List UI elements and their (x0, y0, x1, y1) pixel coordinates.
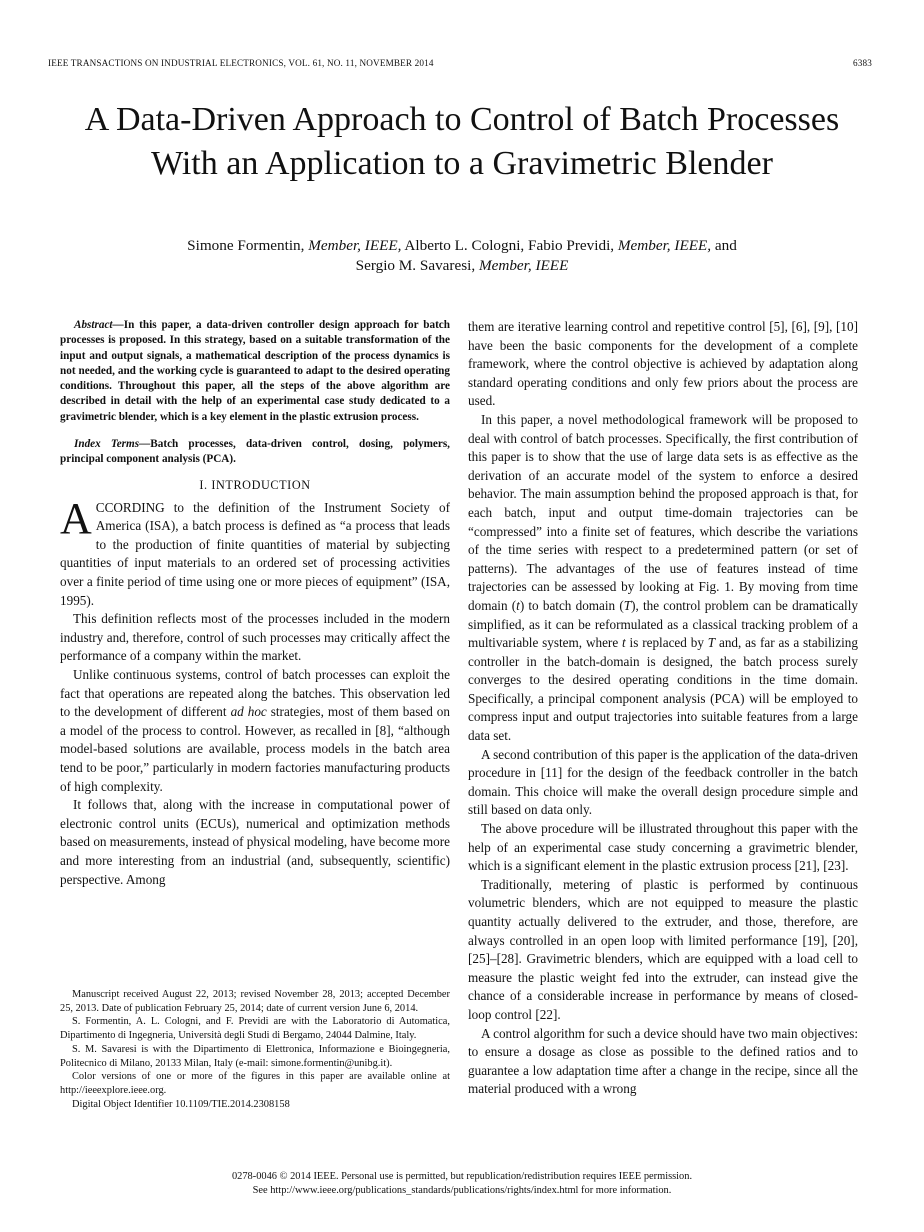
rights-link-line: See http://www.ieee.org/publications_standards/publications/rights/index.html for more information. (252, 1185, 672, 1196)
author-membership: Member, IEEE, (617, 237, 712, 254)
math-symbol: T (623, 597, 632, 613)
author-membership: Member, IEEE, (308, 237, 402, 254)
drop-cap: A (60, 493, 92, 543)
body-paragraph: It follows that, along with the increase in computational power of electronic control units (ECUs), numerical and optimization methods based on measurements, instead of physical modeling, have become more and more interesting from an industrial (and, subsequently, scientific) perspective. Among (60, 797, 451, 887)
author-membership: Member, IEEE (478, 257, 569, 274)
index-terms-label: Index Terms— (74, 438, 151, 451)
left-column (60, 318, 450, 889)
author-name: Sergio M. Savaresi, (355, 257, 476, 274)
right-column (468, 318, 858, 1099)
paragraph-text: ), the control problem can be dramatically simplified, as it can be reformulated as a classical tracking problem of a multivariable system, where (468, 597, 858, 651)
math-symbol: T (707, 635, 716, 651)
author-name: Alberto L. Cologni, Fabio Previdi, (404, 237, 615, 254)
footnote-affiliation: S. M. Savaresi is with the Dipartimento di Elettronica, Informazione e Bioingegneria, Politecnico di Milano, 20133 Milan, Italy (e-mail: simone.formentin@unibg.it). (60, 1043, 450, 1069)
paragraph-text: ) to batch domain ( (519, 597, 624, 613)
abstract-text: In this paper, a data-driven controller design approach for batch processes is proposed. In this strategy, based on a suitable transformation of the input and output signals, a mathematical description of the process dynamics is not needed, and the working cycle is guaranteed to adapt to the desired operating conditions. Throughout this paper, all the steps of the above algorithm are described in detail with the help of an experimental case study dedicated to a gravimetric blender, which is a key element in the plastic extrusion process. (60, 319, 450, 423)
section-number: I. (199, 477, 208, 492)
paragraph-text: Unlike continuous systems, control of batch processes can exploit the fact that operations are repeated along the batches. This observation led to the development of different (60, 667, 450, 720)
math-symbol: t (516, 597, 520, 613)
index-terms-text: Batch processes, data-driven control, dosing, polymers, principal component analysis (PCA). (60, 438, 450, 466)
paragraph-text: is replaced by (625, 635, 708, 651)
footnote-doi: Digital Object Identifier 10.1109/TIE.2014.2308158 (72, 1098, 290, 1110)
math-symbol: t (622, 635, 626, 651)
paragraph-text: strategies, most of them based on a model of the process to control. However, as recalled in [8], “although model-based solutions are available, process models in the batch area tend to be poor,” particularly in modern factories manufacturing products of high complexity. (60, 704, 450, 794)
index-terms (60, 437, 450, 468)
author-conjunction: and (714, 237, 737, 254)
paragraph-text: CCORDING to the definition of the Instrument Society of America (ISA), a batch process is defined as “a process that leads to the production of finite quantities of material by subjecting quantities of input materials to an ordered set of processing activities over a finite period of time using one or more pieces of equipment” (ISA, 1995). (60, 499, 450, 608)
author-name: Simone Formentin, (187, 237, 305, 254)
abstract-label: Abstract— (74, 319, 124, 331)
footnote-affiliation: S. Formentin, A. L. Cologni, and F. Previdi are with the Laboratorio di Automatica, Dipartimento di Ingegneria, Università degli Studi di Bergamo, 24044 Dalmine, Italy. (60, 1016, 450, 1042)
body-paragraph: A control algorithm for such a device should have two main objectives: to ensure a dosage as close as possible to the defined ratios and to guarantee a low adaptation time after a change in the recipe, since all the material produced with a wrong (468, 1025, 858, 1097)
section-heading (60, 478, 450, 493)
body-paragraph: This definition reflects most of the processes included in the modern industry and, therefore, control of such processes may critically affect the performance of a company within the market. (60, 611, 450, 664)
footnotes (60, 988, 450, 1111)
intro-paragraph (60, 493, 450, 611)
running-head (48, 58, 872, 72)
body-paragraph: The above procedure will be illustrated throughout this paper with the help of an experimental case study concerning a gravimetric blender, which is a significant element in the plastic extrusion process [21], [23]. (468, 821, 858, 874)
body-paragraph (60, 666, 450, 796)
body-paragraph: A second contribution of this paper is the application of the data-driven procedure in [11] for the design of the feedback controller in the batch domain. This choice will make the overall design procedure simple and still based on data only. (468, 746, 858, 818)
body-paragraph: Traditionally, metering of plastic is performed by continuous volumetric blenders, which are not equipped to measure the plastic quantity actually delivered to the extruder, and those, therefore, are always controlled in an open loop with limited performance [19], [20], [25]–[28]. Gravimetric blenders, which are equipped with a load cell to measure the plastic weight fed into the extruder, can instead give the chance of a considerable increase in performance by means of closed-loop control [22]. (468, 876, 858, 1022)
emphasis-text: ad hoc (230, 704, 267, 720)
abstract (60, 318, 450, 425)
section-title: INTRODUCTION (211, 477, 311, 492)
page-number: 6383 (853, 58, 872, 68)
copyright-notice (60, 1170, 864, 1198)
footnote-color-note: Color versions of one or more of the figures in this paper are available online at http://ieeexplore.ieee.org. (60, 1071, 450, 1096)
paper-title: A Data-Driven Approach to Control of Batch Processes With an Application to a Gravimetric Blender (84, 101, 840, 182)
footnote-manuscript: Manuscript received August 22, 2013; revised November 28, 2013; accepted December 25, 2013. Date of publication February 25, 2014; date of current version June 6, 2014. (60, 989, 450, 1014)
paragraph-text: In this paper, a novel methodological framework will be proposed to deal with control of batch processes. Specifically, the first contribution of this paper is to show that the use of large data sets is as effective as the derivation of an accurate model of the system to enforce a desired behavior. The main assumption behind the proposed approach is that, for each batch, input and output time-domain trajectories can be “compressed” into a finite set of features, which describe the variations of the time series with respect to a predetermined pattern (or set of patterns). The advantages of the use of features instead of time trajectories can be assessed by looking at Fig. 1. By moving from time domain ( (468, 411, 858, 613)
paragraph-text: and, as far as a stabilizing controller in the batch-domain is designed, the batch process surely converges to the desired operating conditions in the time domain. Specifically, a principal component analysis (PCA) will be employed to compress input and output trajectories into suitable features from a large data set. (468, 635, 858, 744)
author-list (60, 236, 864, 276)
journal-citation: IEEE TRANSACTIONS ON INDUSTRIAL ELECTRONICS, VOL. 61, NO. 11, NOVEMBER 2014 (48, 58, 434, 68)
body-paragraph: them are iterative learning control and repetitive control [5], [6], [9], [10] have been the basic components for the development of a complete framework, where the control objective is achieved by adaptation along standard operating conditions and only few priors about the process are used. (468, 319, 858, 409)
copyright-line: 0278-0046 © 2014 IEEE. Personal use is permitted, but republication/redistribution requires IEEE permission. (231, 1171, 693, 1182)
body-paragraph (468, 411, 858, 746)
